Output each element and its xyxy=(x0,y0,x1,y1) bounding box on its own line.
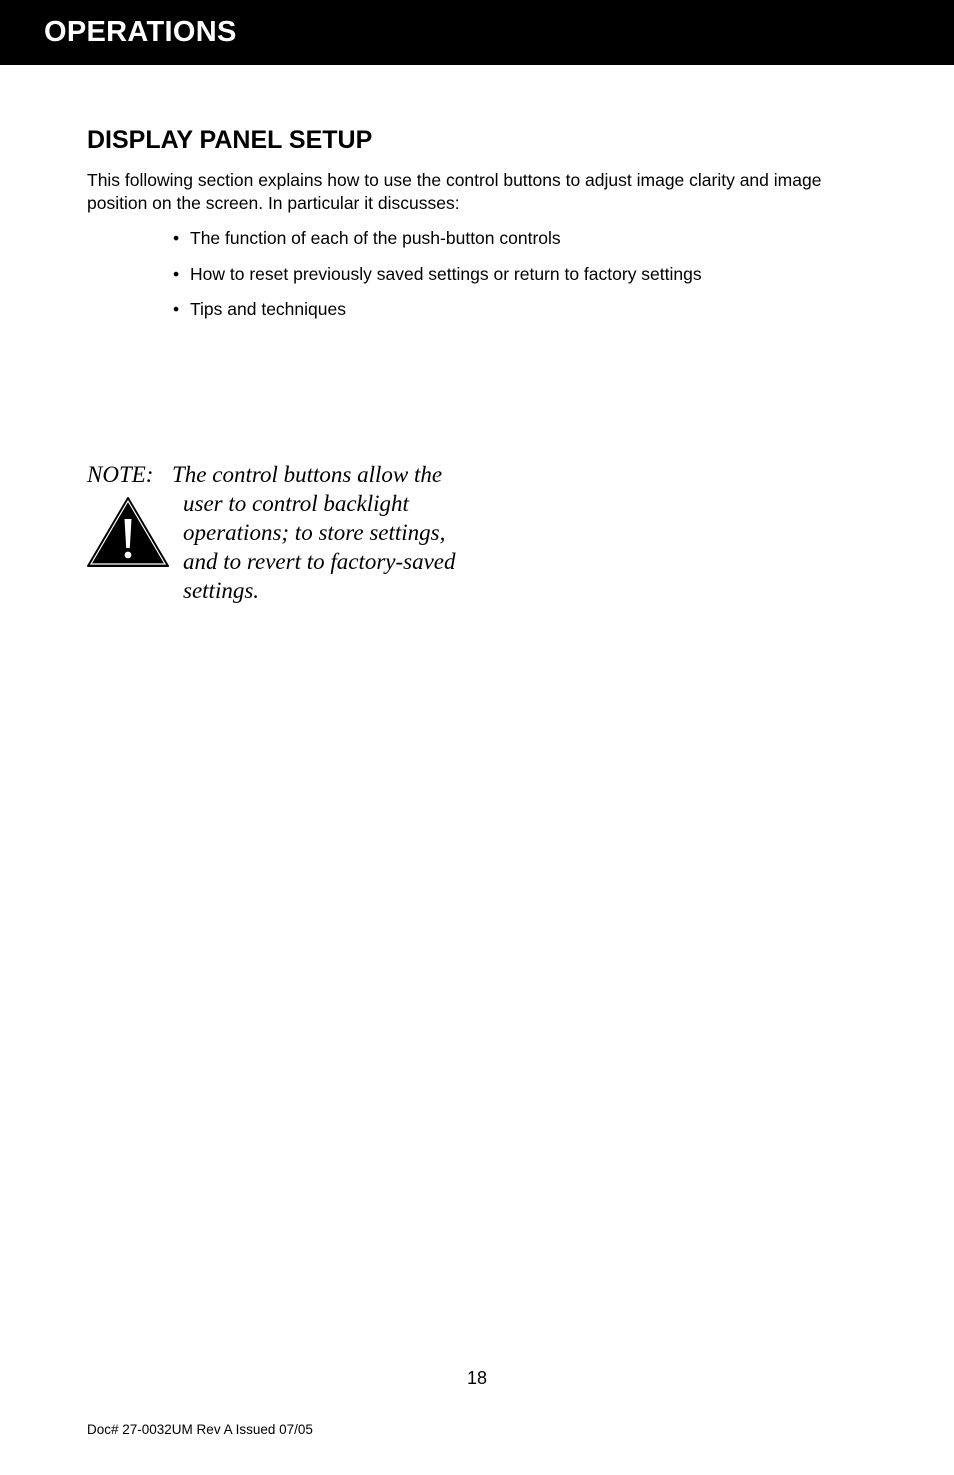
note-text: The control buttons allow the user to control backlight operations; to store settings, and to revert to factory-saved settings. xyxy=(172,462,456,603)
list-item xyxy=(173,227,702,263)
bullet-glyph: • xyxy=(173,299,180,319)
list-item xyxy=(173,298,702,334)
warning-triangle-icon xyxy=(86,495,170,569)
bullet-glyph: • xyxy=(173,228,180,248)
section-title: DISPLAY PANEL SETUP xyxy=(87,126,373,154)
list-item-text: Tips and techniques xyxy=(190,299,346,319)
list-item-text: The function of each of the push-button controls xyxy=(190,228,561,248)
note-label: NOTE: xyxy=(87,462,154,487)
list-item xyxy=(173,263,702,299)
doc-id: Doc# 27-0032UM Rev A Issued 07/05 xyxy=(87,1422,313,1437)
list-item-text: How to reset previously saved settings or return to factory settings xyxy=(190,263,702,284)
intro-paragraph: This following section explains how to use the control buttons to adjust image clarity and image position on the screen. In particular it discusses: xyxy=(87,170,822,213)
header-title: OPERATIONS xyxy=(44,16,237,48)
bullet-glyph: • xyxy=(173,263,180,284)
bullet-list xyxy=(173,227,702,334)
header-bar xyxy=(0,0,954,65)
page-number: 18 xyxy=(466,1368,488,1388)
